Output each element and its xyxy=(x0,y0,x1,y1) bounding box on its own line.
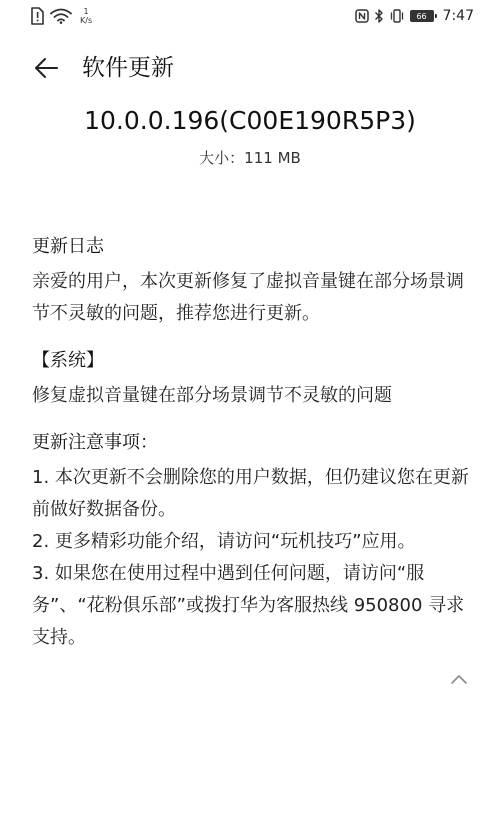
notes-item: 2. 更多精彩功能介绍，请访问“玩机技巧”应用。 xyxy=(32,531,416,552)
changelog-heading: 更新日志 xyxy=(32,236,104,257)
bluetooth-icon xyxy=(374,8,384,24)
version-name: 10.0.0.196(C00E190R5P3) xyxy=(84,106,416,135)
chevron-up-icon xyxy=(450,673,468,685)
collapse-button[interactable] xyxy=(448,668,470,690)
notes-item: 1. 本次更新不会删除您的用户数据，但仍建议您在更新前做好数据备份。 xyxy=(32,467,469,520)
status-bar-left xyxy=(30,6,92,26)
update-details xyxy=(32,232,476,654)
back-button[interactable] xyxy=(32,54,60,82)
status-time: 7:47 xyxy=(442,8,474,24)
notes-heading: 更新注意事项： xyxy=(32,432,158,453)
network-speed xyxy=(80,7,92,25)
network-speed-unit: K/s xyxy=(80,16,93,25)
page-title: 软件更新 xyxy=(82,55,174,81)
notes-item: 3. 如果您在使用过程中遇到任何问题，请访问“服务”、“花粉俱乐部”或拨打华为客服热线 950800 寻求支持。 xyxy=(32,563,465,648)
battery-icon xyxy=(410,10,434,22)
changelog-intro: 亲爱的用户，本次更新修复了虚拟音量键在部分场景调节不灵敏的问题，推荐您进行更新。 xyxy=(32,271,464,324)
battery-level: 66 xyxy=(416,11,427,21)
nfc-icon xyxy=(355,9,369,23)
system-change-item: 修复虚拟音量键在部分场景调节不灵敏的问题 xyxy=(32,385,392,406)
arrow-left-icon xyxy=(33,57,59,79)
wifi-icon xyxy=(50,8,72,24)
status-bar xyxy=(0,0,500,32)
package-size: 大小：111 MB xyxy=(199,149,301,167)
status-bar-right xyxy=(355,6,474,26)
system-section-heading: 【系统】 xyxy=(32,350,104,371)
sim-alert-icon xyxy=(30,7,44,25)
network-speed-value: 1 xyxy=(83,7,89,16)
vibrate-icon xyxy=(389,8,405,24)
